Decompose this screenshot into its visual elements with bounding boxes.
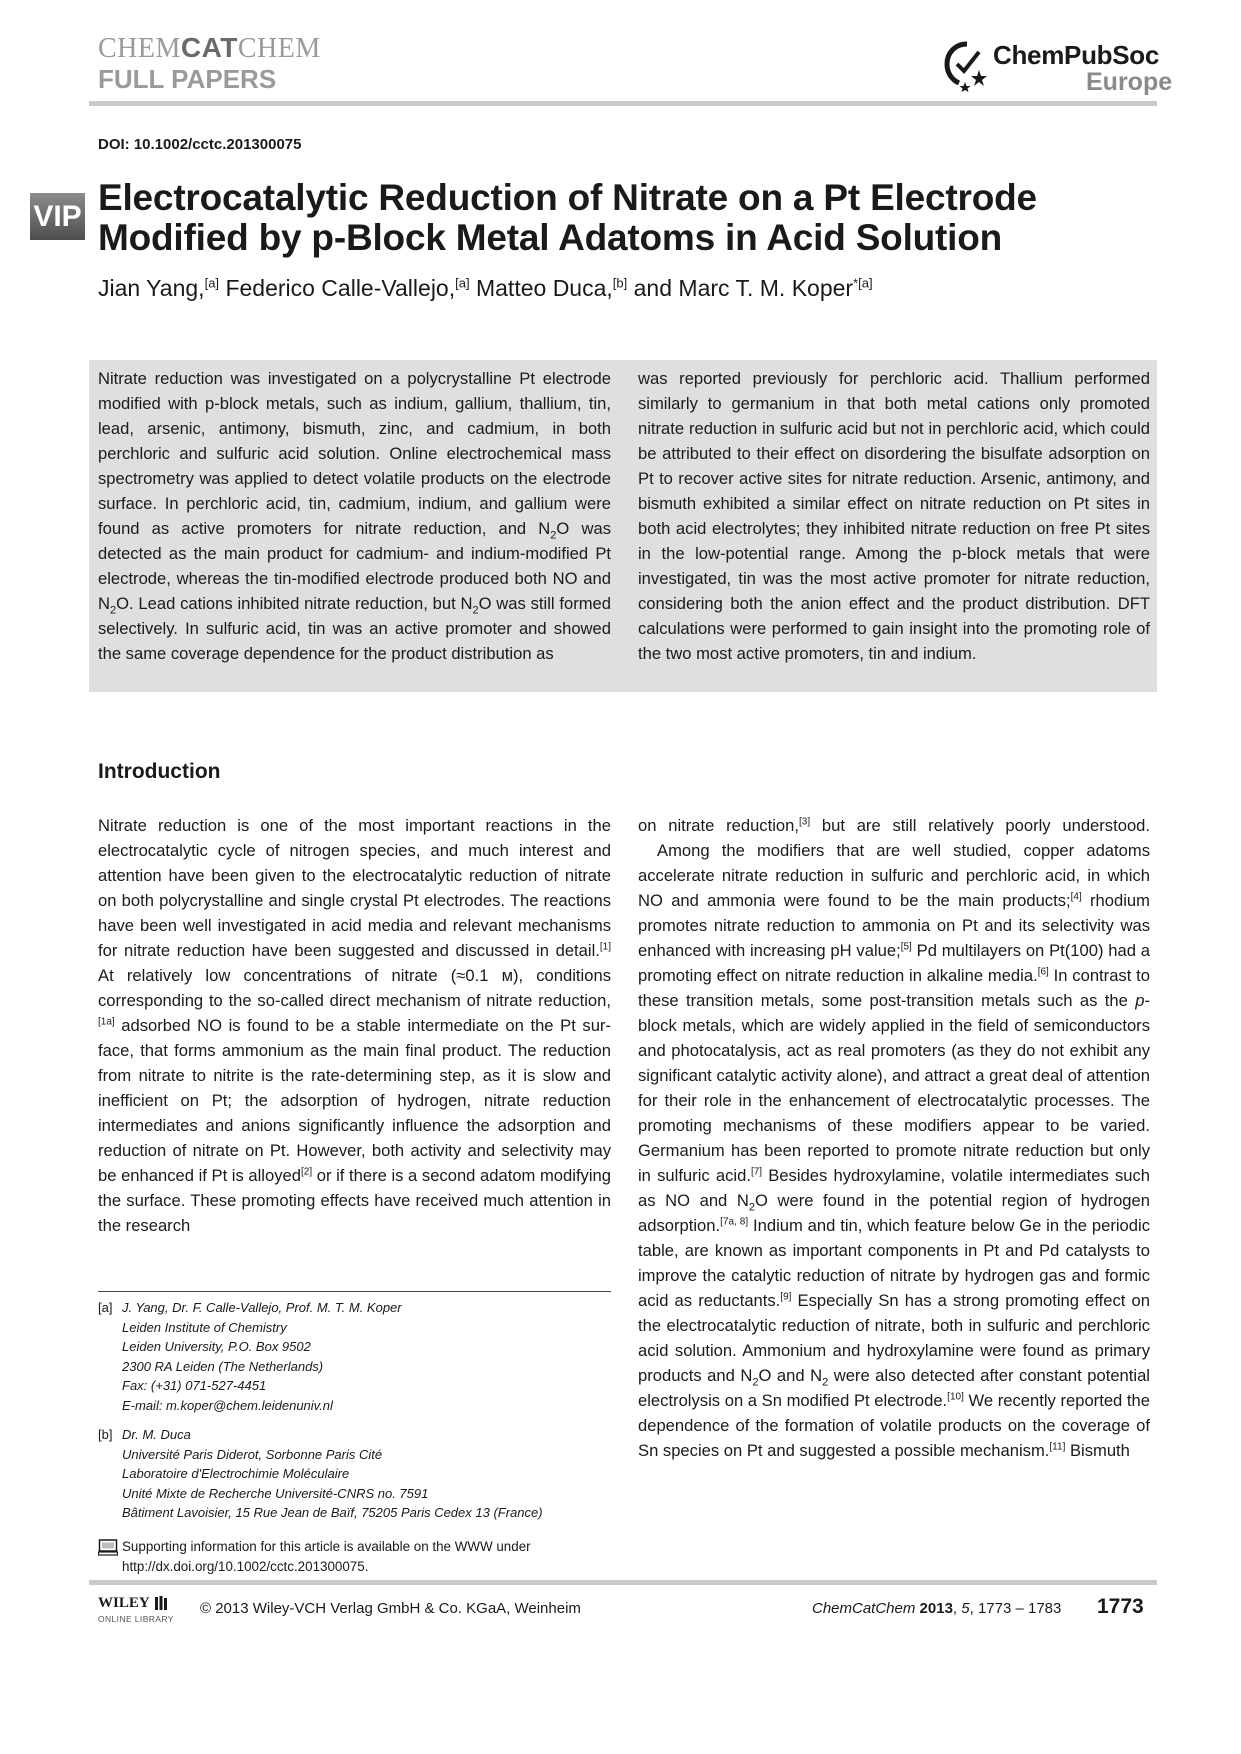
affiliation-line: Bâtiment Lavoisier, 15 Rue Jean de Baïf, 75205 Paris Cedex 13 (France) [122, 1505, 543, 1521]
intro-text: adsorbed NO is found to be a stable intermediate on the Pt surface, that forms ammonium as the main final product. The reduction from nitrate to nitrite is the rate-determining step, as it is slow and inefficient on Pt; the adsorption of hydrogen, nitrate reduction intermediates and anions significantly influence the adsorption and reduction of nitrate on Pt. However, both activity and selectivity may be enhanced if Pt is alloyed [98, 1016, 611, 1185]
intro-text: Indium and tin, which feature below Ge in the periodic table, are known as important components in Pt and Pd catalysts to improve the catalytic reduction of nitrate by hydrogen gas and formic acid as reductants. [638, 1216, 1150, 1310]
journal-title [98, 34, 321, 63]
article-type: FULL PAPERS [98, 64, 277, 94]
citation-ref[interactable]: [4] [1070, 891, 1082, 903]
author-name: Jian Yang, [98, 275, 205, 301]
affiliation-email[interactable]: E-mail: m.koper@chem.leidenuniv.nl [122, 1397, 333, 1413]
author-name: Federico Calle-Vallejo, [225, 275, 456, 301]
intro-text: but are still relatively poorly understood. [810, 816, 1151, 835]
affiliation-line: J. Yang, Dr. F. Calle-Vallejo, Prof. M. T. M. Koper [122, 1300, 402, 1315]
affiliation-line: Leiden Institute of Chemistry [122, 1319, 287, 1335]
doi[interactable]: DOI: 10.1002/cctc.201300075 [98, 136, 302, 153]
journal-suffix: CHEM [237, 33, 321, 64]
citation: ChemCatChem 2013, 5, 1773 – 1783 [812, 1600, 1062, 1617]
affiliation-b [98, 1425, 611, 1525]
intro-right-column [638, 813, 1150, 1463]
intro-text: Among the modifiers that are well studied, copper adatoms accelerate nitrate reduction in sulfuric and perchloric acid, in which NO and ammonia were found to be the main products; [638, 841, 1150, 910]
author-name: and Marc T. M. Koper [633, 275, 854, 301]
intro-text: were also detected after constant potential electrolysis on a Sn modified Pt electrode. [638, 1366, 1150, 1410]
copyright: © 2013 Wiley-VCH Verlag GmbH & Co. KGaA, Weinheim [200, 1600, 581, 1617]
intro-text: on nitrate reduction, [638, 816, 799, 835]
abstract-right-column: was reported previously for perchloric acid. Thallium performed similarly to germanium in that both metal cations only promoted nitrate reduction in sulfuric acid but not in perchloric acid, which could be attributed to their effect on disordering the bisulfate adsorption on Pt to recover active sites for nitrate reduction. Arsenic, antimony, and bismuth exhibited a similar effect on nitrate reduction on Pt sites in both acid electrolytes; they inhibited nitrate reduction on free Pt sites in the low-potential range. Among the p-block metals that were investigated, tin was the most active promoter for nitrate reduction, considering both the anion effect and the product distribution. DFT calculations were performed to gain insight into the promoting role of the two most active promoters, tin and indium. [638, 369, 1150, 663]
journal-mid: CAT [180, 32, 238, 63]
supporting-info-line: Supporting information for this article is available on the WWW under [122, 1539, 531, 1554]
intro-text: O were found in the potential region of hydrogen adsorption. [638, 1191, 1150, 1235]
subscript: 2 [748, 1201, 755, 1214]
intro-text: Nitrate reduction is one of the most important reactions in the electrocatalytic cycle of nitrogen species, and much interest and attention have been given to the electrocatalytic reduction of nitrate on both polycrystalline and single crystal Pt electrodes. The reactions have been well investigated in acid media and relevant mechanisms for nitrate reduction have been suggested and discussed in detail. [98, 816, 611, 960]
intro-text: At relatively low concentrations of nitrate (≈0.1 м), conditions corresponding to the so-called direct mechanism of nitrate reduction, [98, 966, 611, 1010]
affiliation-line: 2300 RA Leiden (The Netherlands) [122, 1358, 324, 1374]
citation-ref[interactable]: [2] [300, 1166, 313, 1178]
citation-ref[interactable]: [9] [780, 1291, 792, 1303]
affiliation-lines [122, 1298, 402, 1416]
citation-ref[interactable]: [10] [947, 1391, 964, 1403]
intro-text: Besides hydroxylamine, volatile intermediates such as NO and N [638, 1166, 1151, 1210]
wiley-wordmark: WILEY [98, 1595, 150, 1611]
citation-journal: ChemCatChem [812, 1600, 916, 1617]
abstract-text: O was detected as the main product for cadmium- and indium-modified Pt electrode, whereas the tin-modified electrode produced both NO and N [98, 519, 611, 613]
citation-ref[interactable]: [3] [798, 816, 811, 828]
abstract-text: O. Lead cations inhibited nitrate reduction, but N [116, 594, 473, 613]
italic-text: p [1135, 991, 1145, 1010]
abstract-text: Nitrate reduction was investigated on a polycrystalline Pt electrode modified with p-block metals, such as indium, gallium, thallium, tin, lead, arsenic, antimony, bismuth, zinc, and cadmium, in both perchloric and sulfuric acid solution. Online electrochemical mass spectrometry was applied to detect volatile products on the electrode surface. In perchloric acid, tin, cadmium, indium, and gallium were found as active promoters for nitrate reduction, and N [98, 369, 611, 538]
intro-text: O and N [758, 1366, 823, 1385]
abstract-left-column [98, 366, 611, 666]
computer-icon [98, 1539, 118, 1556]
citation-volume: 5 [961, 1600, 970, 1617]
affiliation-tag: [a] [98, 1300, 113, 1315]
publisher-region: Europe [1086, 68, 1173, 96]
publisher-logo[interactable] [943, 40, 1173, 96]
affiliation-a [98, 1298, 611, 1418]
supporting-info [98, 1537, 611, 1581]
citation-year: 2013 [919, 1600, 953, 1617]
wiley-logo[interactable] [98, 1595, 198, 1629]
title-line-1: Electrocatalytic Reduction of Nitrate on a Pt Electrode [98, 177, 1037, 218]
affiliation-tag: [b] [98, 1427, 113, 1442]
article-title [98, 178, 1037, 258]
subscript: 2 [822, 1376, 829, 1389]
citation-ref[interactable]: [7] [750, 1166, 763, 1178]
citation-ref[interactable]: [11] [1049, 1441, 1066, 1453]
section-heading: Introduction [98, 760, 221, 783]
affiliation-line: Leiden University, P.O. Box 9502 [122, 1339, 311, 1355]
journal-prefix: CHEM [98, 33, 181, 64]
intro-left-column [98, 813, 611, 1238]
intro-text: We recently reported the dependence of the formation of volatile products on the coverage of Sn species on Pt and suggested a possible mechanism. [638, 1391, 1150, 1460]
citation-ref[interactable]: [5] [900, 941, 912, 953]
abstract-text: O was still formed selectively. In sulfuric acid, tin was an active promoter and showed the same coverage dependence for the product distribution as [98, 594, 611, 663]
affiliation-line: Unité Mixte de Recherche Université-CNRS no. 7591 [122, 1485, 429, 1501]
subscript: 2 [752, 1376, 759, 1389]
supporting-info-link[interactable]: http://dx.doi.org/10.1002/cctc.201300075. [122, 1558, 369, 1574]
wiley-subtitle: ONLINE LIBRARY [98, 1614, 174, 1624]
page-number: 1773 [1097, 1595, 1144, 1618]
header-divider [89, 101, 1157, 106]
intro-text: Pd multilayers on Pt(100) had a promoting effect on nitrate reduction in alkaline media. [638, 941, 1150, 985]
affiliation-line: Dr. M. Duca [122, 1427, 191, 1442]
citation-ref[interactable]: [1a] [98, 1016, 115, 1028]
affiliation-lines [122, 1425, 543, 1523]
supporting-info-text [122, 1537, 531, 1576]
affiliation-line: Laboratoire d'Electrochimie Moléculaire [122, 1466, 350, 1482]
citation-ref[interactable]: [1] [599, 941, 611, 953]
author-affiliation-mark: [b] [612, 275, 628, 291]
author-name: Matteo Duca, [475, 275, 613, 301]
citation-ref[interactable]: [6] [1037, 966, 1049, 978]
intro-text: In contrast to these transition metals, some post-transition metals such as the [638, 966, 1150, 1010]
author-list [98, 275, 873, 302]
intro-text: or if there is a second adatom modifying the surface. These promoting effects have received much attention in the research [98, 1166, 611, 1235]
intro-text: Bismuth [1065, 1441, 1130, 1460]
library-books-icon [154, 1595, 168, 1611]
subscript: 2 [109, 604, 117, 617]
author-affiliation-mark: *[a] [853, 275, 873, 291]
paragraph [638, 813, 1150, 838]
affiliation-line: Fax: (+31) 071-527-4451 [122, 1378, 267, 1394]
author-affiliation-mark: [a] [455, 275, 470, 291]
title-line-2: Modified by p-Block Metal Adatoms in Acid Solution [98, 217, 1003, 258]
intro-text: rhodium promotes nitrate reduction to ammonia on Pt and its selectivity was enhanced with increasing pH value; [638, 891, 1150, 960]
footnote-divider [98, 1291, 611, 1292]
publisher-star-icon [943, 40, 991, 94]
intro-text: Especially Sn has a strong promoting effect on the electrocatalytic reduction of nitrate, both in sulfuric and perchloric acid solution. Ammonium and hydroxylamine were found as primary products and N [638, 1291, 1150, 1385]
publisher-name: ChemPubSoc [993, 40, 1160, 70]
intro-text: -block metals, which are widely applied in the field of semiconductors and photocatalysis, act as real promoters (as they do not exhibit any significant catalytic activity alone), and attract a great deal of attention for their role in the enhancement of electrocatalytic processes. The promoting mechanisms of these modifiers appear to be varied. Germanium has been reported to promote nitrate reduction but only in sulfuric acid. [638, 991, 1150, 1185]
citation-ref[interactable]: [7a, 8] [720, 1216, 749, 1228]
affiliation-line: Université Paris Diderot, Sorbonne Paris Cité [122, 1446, 383, 1462]
subscript: 2 [550, 529, 557, 542]
author-affiliation-mark: [a] [204, 275, 220, 291]
subscript: 2 [472, 604, 479, 617]
footer-divider [89, 1580, 1157, 1585]
citation-pages: , 1773 – 1783 [969, 1600, 1062, 1617]
paragraph [638, 838, 1150, 1463]
vip-badge: VIP [30, 193, 85, 240]
